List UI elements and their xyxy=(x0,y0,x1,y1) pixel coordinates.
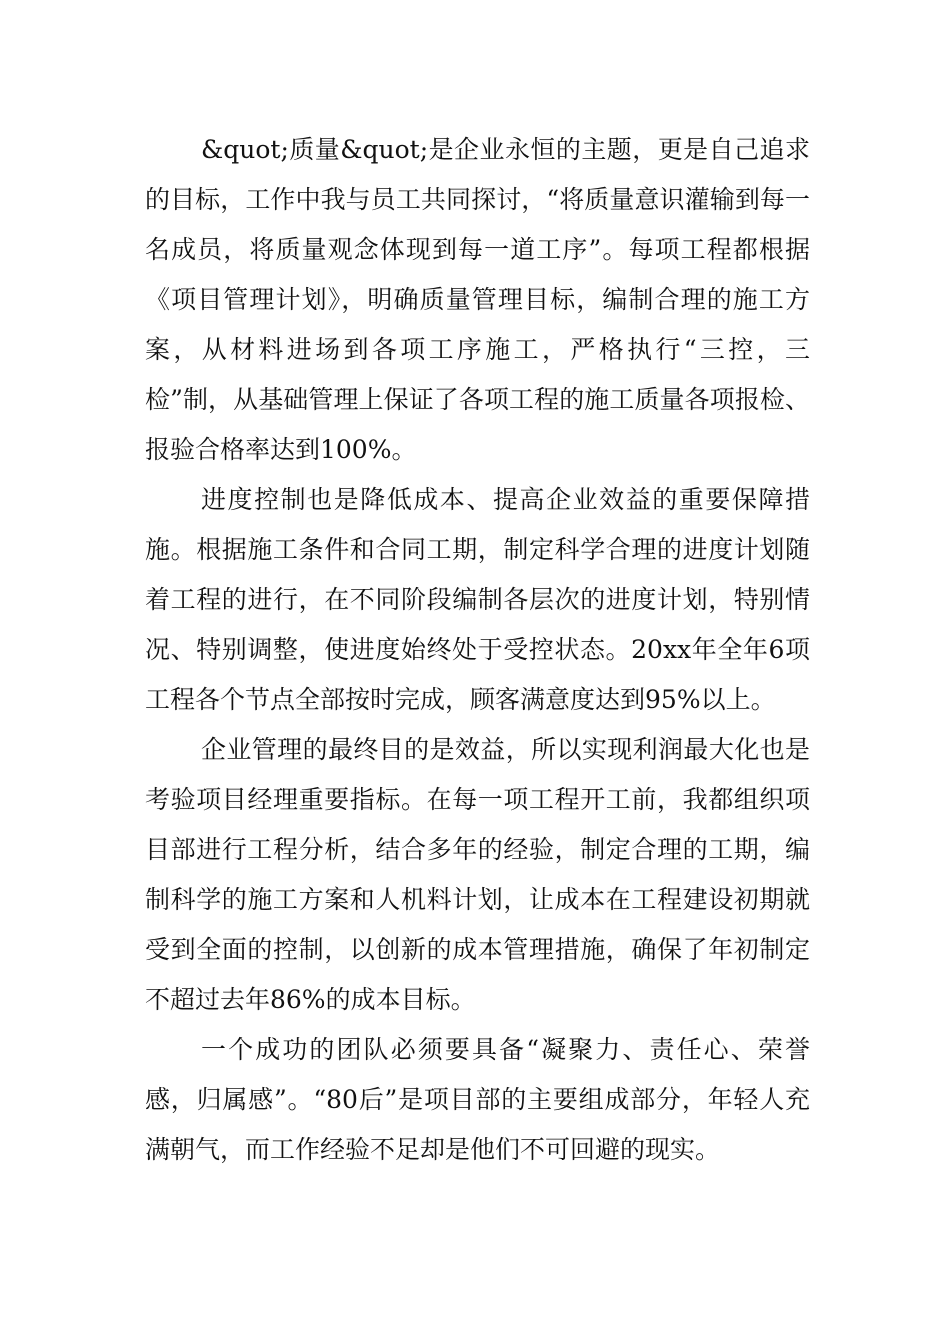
document-body xyxy=(145,125,810,1175)
paragraph-cost: 企业管理的最终目的是效益，所以实现利润最大化也是考验项目经理重要指标。在每一项工程开工前，我都组织项目部进行工程分析，结合多年的经验，制定合理的工期，编制科学的施工方案和人机料计划，让成本在工程建设初期就受到全面的控制，以创新的成本管理措施，确保了年初制定不超过去年86%的成本目标。 xyxy=(145,735,810,1014)
paragraph-quality: &quot;质量&quot;是企业永恒的主题，更是自己追求的目标，工作中我与员工共同探讨，“将质量意识灌输到每一名成员，将质量观念体现到每一道工序”。每项工程都根据《项目管理计划》，明确质量管理目标，编制合理的施工方案，从材料进场到各项工序施工，严格执行“三控，三检”制，从基础管理上保证了各项工程的施工质量各项报检、报验合格率达到100%。 xyxy=(145,135,810,464)
paragraph-schedule: 进度控制也是降低成本、提高企业效益的重要保障措施。根据施工条件和合同工期，制定科学合理的进度计划随着工程的进行，在不同阶段编制各层次的进度计划，特别情况、特别调整，使进度始终处于受控状态。20xx年全年6项工程各个节点全部按时完成，顾客满意度达到95%以上。 xyxy=(145,485,810,714)
paragraph-team: 一个成功的团队必须要具备“凝聚力、责任心、荣誉感，归属感”。“80后”是项目部的主要组成部分，年轻人充满朝气，而工作经验不足却是他们不可回避的现实。 xyxy=(145,1035,810,1164)
